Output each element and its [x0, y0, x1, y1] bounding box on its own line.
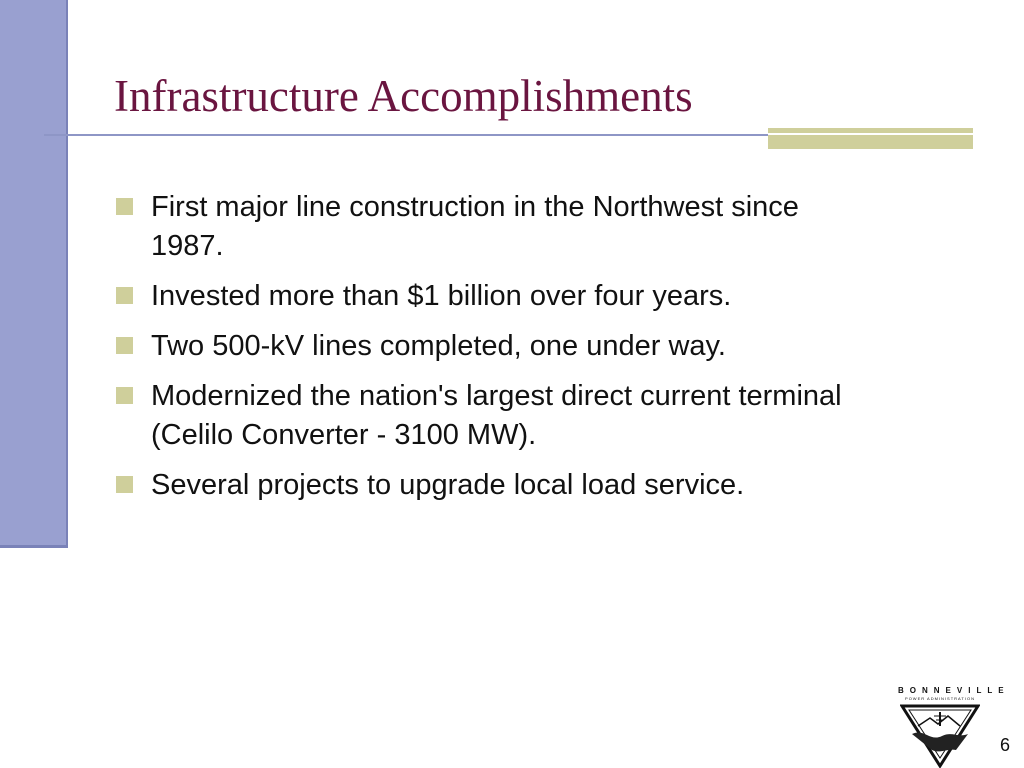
title-accent-stripe	[768, 133, 973, 135]
logo-name: BONNEVILLE	[898, 686, 1010, 695]
bullet-text: Invested more than $1 billion over four years.	[151, 280, 732, 312]
page-number: 6	[1000, 735, 1011, 755]
square-bullet-icon	[116, 337, 133, 354]
bonneville-logo	[892, 686, 1010, 768]
bullet-text: First major line construction in the Northwest since 1987.	[151, 191, 799, 262]
bullet-text: Two 500-kV lines completed, one under way.	[151, 330, 726, 362]
square-bullet-icon	[116, 198, 133, 215]
bullet-item	[116, 277, 876, 316]
title-accent-bar	[768, 128, 973, 149]
logo-subtitle: POWER ADMINISTRATION	[905, 696, 975, 701]
square-bullet-icon	[116, 476, 133, 493]
square-bullet-icon	[116, 287, 133, 304]
bullet-text: Several projects to upgrade local load service.	[151, 469, 745, 501]
bullet-item	[116, 188, 876, 266]
bullet-item	[116, 327, 876, 366]
title-divider	[44, 134, 768, 136]
bullet-list	[116, 188, 876, 516]
bullet-text: Modernized the nation's largest direct current terminal (Celilo Converter - 3100 MW).	[151, 380, 842, 451]
bullet-item	[116, 377, 876, 455]
left-decorative-bar	[0, 0, 68, 548]
square-bullet-icon	[116, 387, 133, 404]
slide-title: Infrastructure Accomplishments	[114, 71, 693, 121]
bullet-item	[116, 466, 876, 505]
bonneville-triangle-emblem-icon	[900, 704, 980, 768]
